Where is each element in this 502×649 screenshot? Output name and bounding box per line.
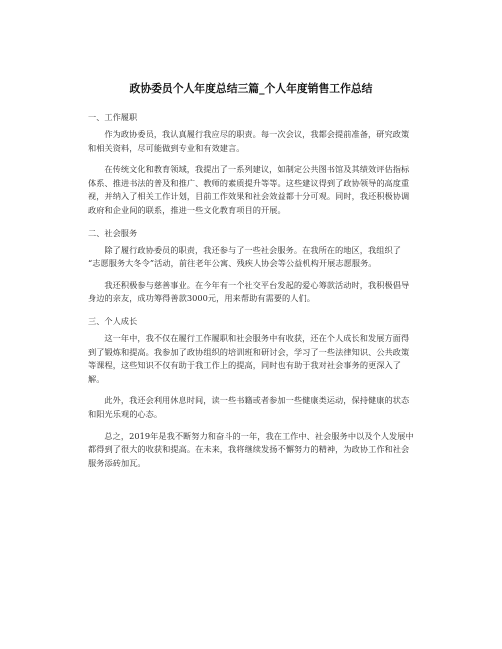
paragraph-line: 我还积极参与慈善事业。在今年有一个社交平台发起的爱心筹款活动时，我积极倡导 [104,279,410,290]
paragraph-line: 政府和企业间的联系，推进一些文化教育项目的开展。 [88,204,286,215]
paragraph-line: 等课程，这些知识不仅有助于我工作上的提高，同时也有助于我对社会事务的更深入了 [88,360,402,371]
paragraph-line: 在传统文化和教育领域，我提出了一系列建议，如制定公共图书馆及其绩效评估指标 [104,164,410,175]
paragraph [88,163,414,217]
section-heading-work-duties: 一、工作履职 [88,112,138,122]
paragraph-line: 体系、推进书法的普及和推广、教师的素质提升等等。这些建议得到了政协领导的高度重 [88,177,410,188]
paragraph [88,332,414,386]
paragraph-line: 身边的亲友，成功筹得善款3000元，用来帮助有需要的人们。 [88,293,315,304]
paragraph [88,430,414,471]
paragraph [88,128,414,155]
paragraph-line: 到了锻炼和提高。我参加了政协组织的培训班和研讨会，学习了一些法律知识、公共政策 [88,346,410,357]
paragraph-line: 都得到了很大的收获和提高。在未来，我将继续发扬不懈努力的精神，为政协工作和社会 [88,444,410,455]
paragraph-line: 和相关资料，尽可能做到专业和有效建言。 [88,142,245,153]
document-title: 政协委员个人年度总结三篇_个人年度销售工作总结 [129,82,373,95]
paragraph-line: 解。 [88,373,105,384]
paragraph-line: 总之，2019年是我不断努力和奋斗的一年，我在工作中、社会服务中以及个人发展中 [104,430,414,441]
section-heading-social-service: 二、社会服务 [88,227,138,238]
paragraph-line: “志愿服务大冬令”活动，前往老年公寓、残疾人协会等公益机构开展志愿服务。 [88,258,377,269]
section-heading-personal-growth: 三、个人成长 [88,315,138,326]
paragraph [88,244,414,271]
paragraph-line: 服务添砖加瓦。 [88,457,146,468]
paragraph-line: 此外，我还会利用休息时间，读一些书籍或者参加一些健康类运动，保持健康的状态 [104,395,410,406]
paragraph-line: 这一年中，我不仅在履行工作履职和社会服务中有收获，还在个人成长和发展方面得 [104,332,410,343]
paragraph [88,279,414,306]
paragraph-line: 视，并纳入了相关工作计划，目前工作效果和社会效益都十分可观。同时，我还积极协调 [88,191,410,202]
paragraph-line: 除了履行政协委员的职责，我还参与了一些社会服务。在我所在的地区，我组织了 [104,244,401,255]
paragraph-line: 作为政协委员，我认真履行我应尽的职责。每一次会议，我都会提前准备，研究政策 [104,129,410,139]
paragraph-line: 和阳光乐观的心态。 [88,408,163,419]
paragraph [88,394,414,421]
